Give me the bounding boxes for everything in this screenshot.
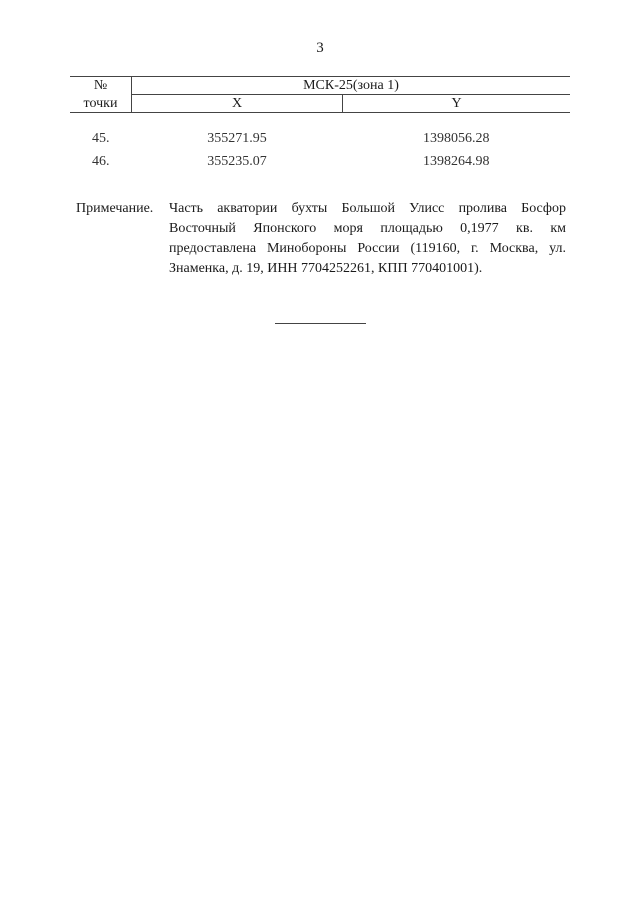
- page-number: 3: [316, 40, 324, 56]
- end-divider: [275, 323, 366, 324]
- coordinate-y: 1398056.28: [423, 131, 490, 146]
- header-x: X: [132, 95, 343, 113]
- point-number: 45.: [92, 131, 110, 146]
- table-row: [70, 127, 570, 150]
- table-subheader-row: [70, 95, 570, 113]
- note-text: Часть акватории бухты Большой Улисс пролива Босфор Восточный Японского моря площадью 0,1977 кв. км предоставлена Минобороны России (119160, г. Москва, ул. Знаменка, д. 19, ИНН 7704252261, КПП 770401001).: [169, 201, 566, 276]
- table-row: [70, 150, 570, 173]
- note-label: Примечание.: [76, 201, 154, 216]
- coordinate-y: 1398264.98: [423, 154, 490, 169]
- coordinate-x: 355271.95: [207, 131, 267, 146]
- header-point-number-line1: №: [70, 77, 132, 95]
- table-header-row: [70, 77, 570, 95]
- header-y: Y: [343, 95, 571, 113]
- point-number: 46.: [92, 154, 110, 169]
- coordinates-table: [70, 76, 570, 173]
- header-coordinate-system: МСК-25(зона 1): [132, 77, 571, 95]
- header-point-number-line2: точки: [70, 95, 132, 113]
- coordinate-x: 355235.07: [207, 154, 267, 169]
- note-block: [76, 199, 566, 279]
